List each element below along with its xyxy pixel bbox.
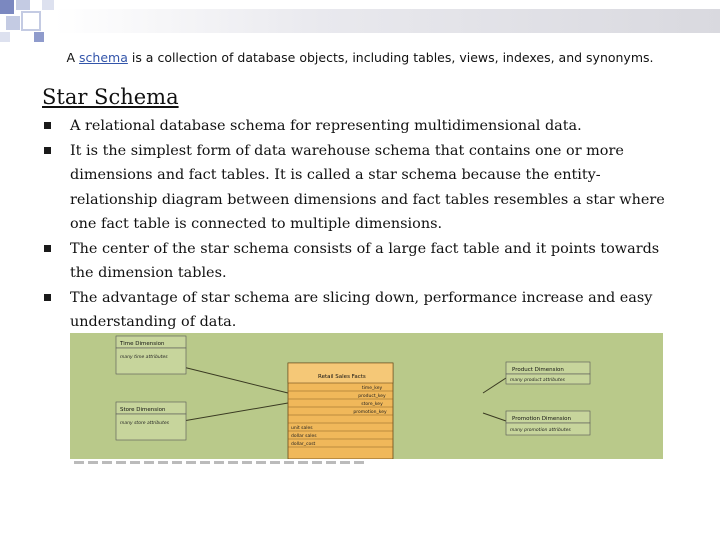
fact-key: time_key bbox=[361, 386, 383, 391]
bullet-square-icon bbox=[44, 294, 51, 301]
promotion-dimension-attr: many promotion attributes bbox=[510, 428, 571, 433]
figure-caption-fragment bbox=[74, 461, 364, 464]
time-dimension-name: Time Dimension bbox=[120, 341, 165, 347]
fact-table bbox=[288, 363, 393, 459]
time-dimension bbox=[116, 336, 186, 374]
fact-measure: dollar_cost bbox=[291, 442, 316, 447]
store-dimension-name: Store Dimension bbox=[120, 407, 166, 413]
bullet-text: It is the simplest form of data warehouse schema that contains one or more dimensions and fact tables. It is called a star schema because the entity-relationship diagram between dimensions and fact tables resembles a star where one fact table is connected to multiple dimensions. bbox=[70, 142, 665, 232]
bullet-text: A relational database schema for representing multidimensional data. bbox=[70, 118, 582, 134]
promotion-dimension-name: Promotion Dimension bbox=[512, 416, 571, 422]
bullet-list bbox=[42, 114, 682, 335]
schema-link[interactable]: schema bbox=[79, 50, 128, 65]
fact-key: product_key bbox=[358, 394, 386, 399]
fact-key: store_key bbox=[361, 402, 383, 407]
list-item bbox=[42, 286, 682, 335]
bullet-text: The advantage of star schema are slicing down, performance increase and easy understanding of data. bbox=[70, 289, 653, 330]
time-dimension-attr: many time attributes bbox=[120, 355, 168, 360]
fact-measure: dollar sales bbox=[291, 434, 317, 439]
store-dimension-attr: many store attributes bbox=[120, 421, 169, 426]
star-schema-diagram bbox=[70, 333, 663, 459]
list-item bbox=[42, 237, 682, 286]
bullet-square-icon bbox=[44, 122, 51, 129]
header-band bbox=[55, 9, 720, 33]
list-item bbox=[42, 114, 682, 139]
fact-key: promotion_key bbox=[353, 410, 387, 415]
list-item bbox=[42, 139, 682, 237]
product-dimension-attr: many product attributes bbox=[510, 378, 565, 383]
bullet-text: The center of the star schema consists of a large fact table and it points towards the dimension tables. bbox=[70, 240, 660, 281]
fact-table-title: Retail Sales Facts bbox=[318, 374, 366, 380]
bullet-square-icon bbox=[44, 147, 51, 154]
subtitle-pre: A bbox=[66, 50, 80, 65]
subtitle-post: is a collection of database objects, including tables, views, indexes, and synonyms. bbox=[127, 50, 654, 65]
page-title: Star Schema bbox=[42, 85, 179, 109]
product-dimension-name: Product Dimension bbox=[512, 367, 564, 373]
promotion-dimension bbox=[506, 411, 590, 435]
subtitle bbox=[0, 50, 720, 65]
corner-decoration bbox=[0, 0, 60, 44]
product-dimension bbox=[506, 362, 590, 384]
store-dimension bbox=[116, 402, 186, 440]
fact-measure: unit sales bbox=[291, 426, 313, 431]
bullet-square-icon bbox=[44, 245, 51, 252]
